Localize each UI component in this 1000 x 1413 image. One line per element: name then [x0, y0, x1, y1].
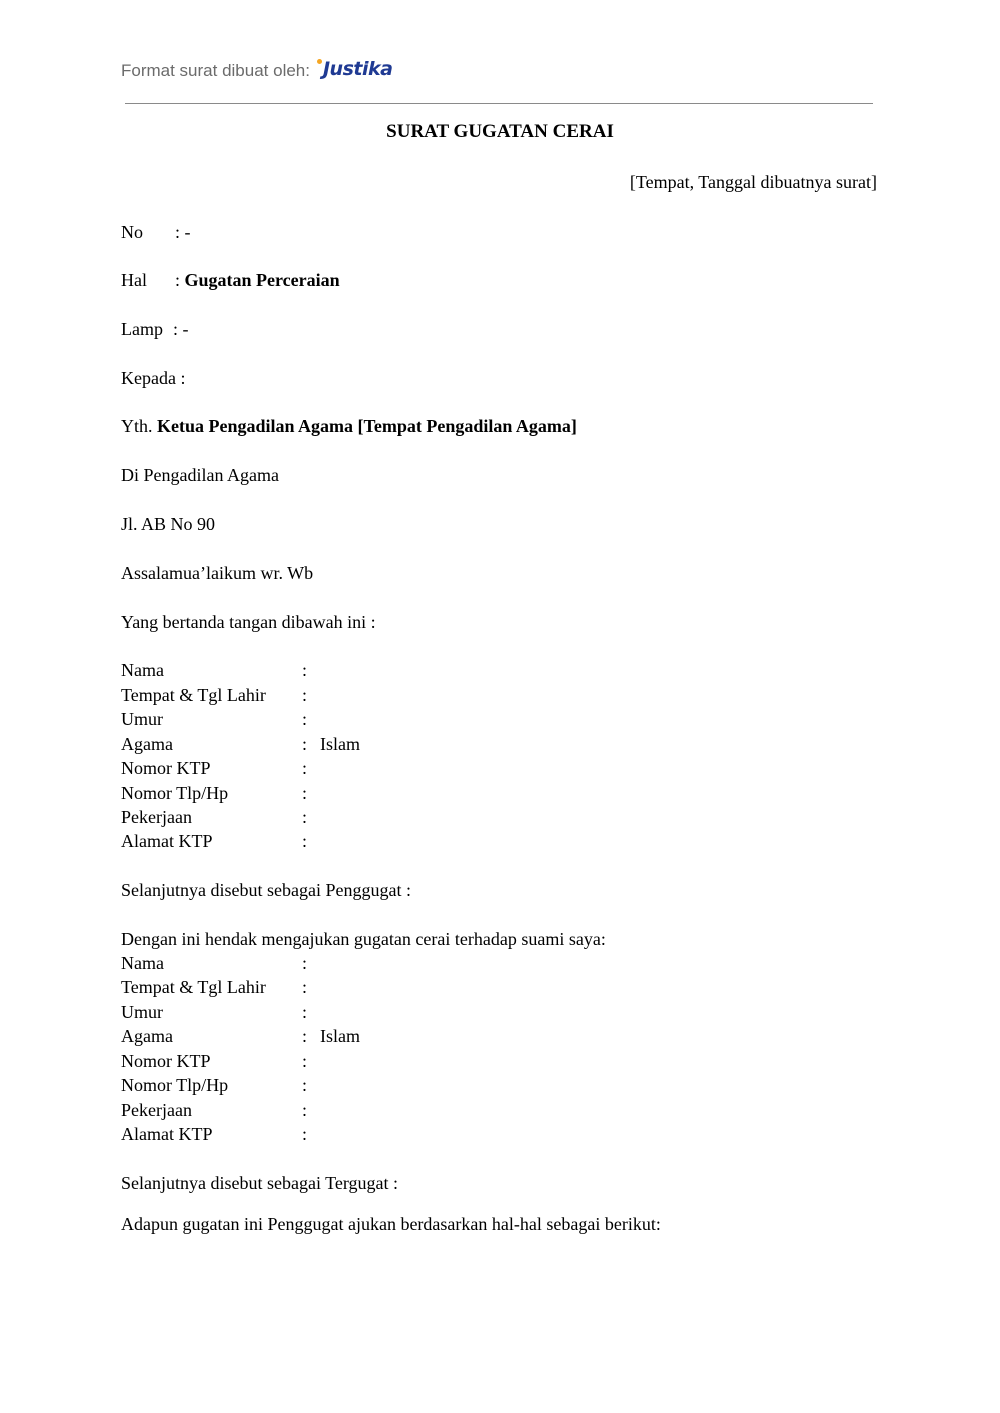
recipient-di: Di Pengadilan Agama [121, 465, 279, 485]
meta-no-value: : - [175, 222, 191, 242]
field-label: Umur [121, 1002, 163, 1022]
field-label: Agama [121, 1026, 173, 1046]
header-divider [125, 103, 873, 104]
field-colon: : [302, 709, 308, 729]
field-label: Agama [121, 734, 173, 754]
yth-prefix: Yth. [121, 416, 153, 436]
intro-text: Yang bertanda tangan dibawah ini : [121, 612, 376, 632]
field-label: Nama [121, 953, 164, 973]
field-label: Nomor KTP [121, 1051, 211, 1071]
field-colon: : [302, 1026, 308, 1046]
defendant-intro: Dengan ini hendak mengajukan gugatan cerai terhadap suami saya: [121, 929, 606, 949]
justika-logo [317, 58, 392, 80]
defendant-caption: Selanjutnya disebut sebagai Tergugat : [121, 1173, 399, 1193]
field-label: Alamat KTP [121, 1124, 213, 1144]
logo-dot-icon [317, 59, 322, 64]
document-title: SURAT GUGATAN CERAI [386, 121, 614, 142]
field-label: Umur [121, 709, 163, 729]
field-label: Nomor KTP [121, 758, 211, 778]
recipient-address: Jl. AB No 90 [121, 514, 216, 534]
field-label: Tempat & Tgl Lahir [121, 977, 266, 997]
field-colon: : [302, 1002, 308, 1022]
field-value: Islam [320, 734, 360, 754]
header-label: Format surat dibuat oleh: [121, 61, 310, 80]
meta-hal [121, 270, 340, 291]
logo-text: Justika [322, 58, 393, 80]
greeting: Assalamua’laikum wr. Wb [121, 563, 314, 583]
field-colon: : [302, 734, 308, 754]
field-label: Nomor Tlp/Hp [121, 783, 229, 803]
recipient-kepada: Kepada : [121, 368, 186, 388]
meta-hal-label: Hal [121, 270, 147, 290]
field-colon: : [302, 1051, 308, 1071]
page-header [121, 60, 392, 82]
closing-text: Adapun gugatan ini Penggugat ajukan berdasarkan hal-hal sebagai berikut: [121, 1214, 661, 1234]
meta-lamp-value: : - [173, 319, 189, 339]
field-colon: : [302, 1124, 308, 1144]
plaintiff-caption: Selanjutnya disebut sebagai Penggugat : [121, 880, 411, 900]
meta-no [121, 222, 191, 243]
field-colon: : [302, 1100, 308, 1120]
meta-hal-value: Gugatan Perceraian [184, 270, 340, 290]
field-colon: : [302, 1075, 308, 1095]
field-label: Tempat & Tgl Lahir [121, 685, 266, 705]
field-colon: : [302, 977, 308, 997]
field-colon: : [302, 758, 308, 778]
field-label: Nama [121, 660, 164, 680]
field-colon: : [302, 831, 308, 851]
meta-lamp-label: Lamp [121, 319, 163, 339]
yth-recipient: Ketua Pengadilan Agama [Tempat Pengadilan Agama] [157, 416, 577, 436]
field-colon: : [302, 783, 308, 803]
field-label: Alamat KTP [121, 831, 213, 851]
field-colon: : [302, 953, 308, 973]
field-label: Pekerjaan [121, 1100, 192, 1120]
field-colon: : [302, 660, 308, 680]
field-label: Nomor Tlp/Hp [121, 1075, 229, 1095]
recipient-yth [121, 416, 577, 437]
field-value: Islam [320, 1026, 360, 1046]
meta-no-label: No [121, 222, 143, 242]
field-colon: : [302, 685, 308, 705]
meta-lamp [121, 319, 189, 340]
field-label: Pekerjaan [121, 807, 192, 827]
place-date: [Tempat, Tanggal dibuatnya surat] [629, 172, 877, 192]
field-colon: : [302, 807, 308, 827]
meta-hal-colon: : [175, 270, 181, 290]
